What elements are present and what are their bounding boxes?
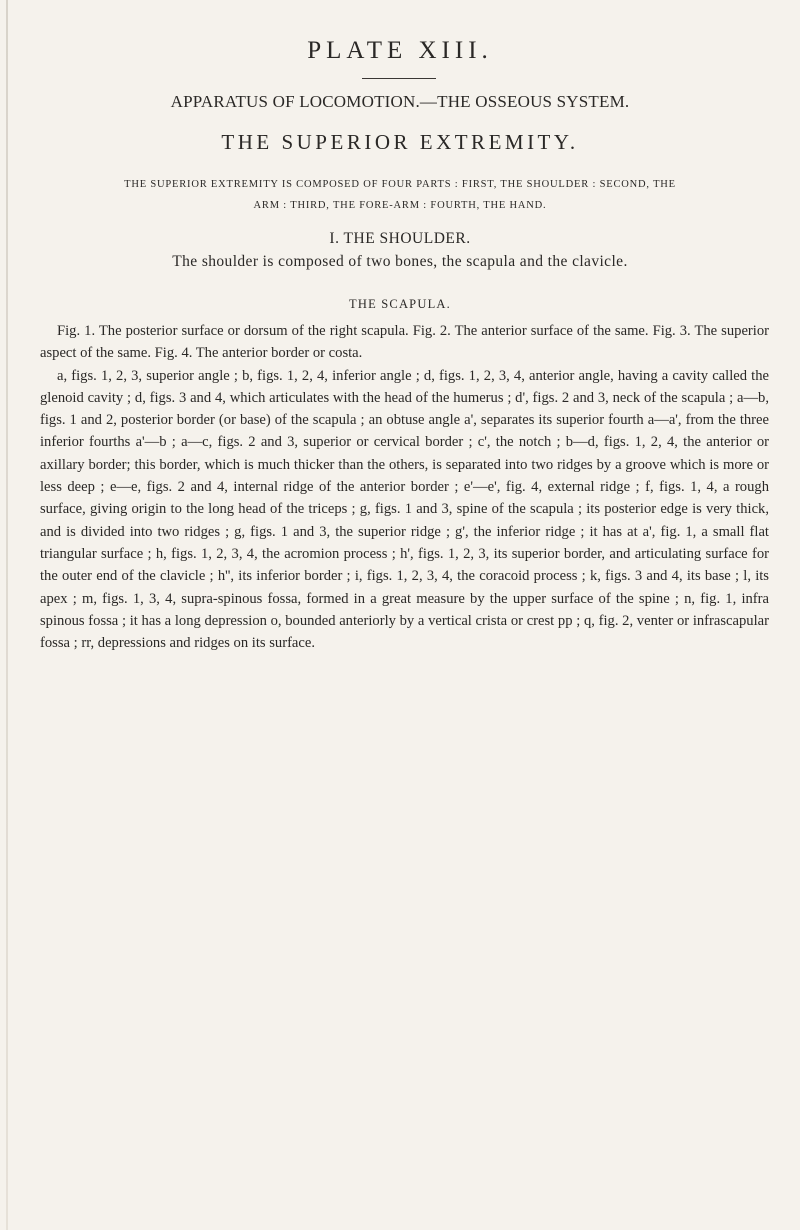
shoulder-heading: I. THE SHOULDER. [329, 230, 471, 247]
figure-list-paragraph: Fig. 1. The posterior surface or dorsum of the right scapula. Fig. 2. The anterior surface of the same. Fig. 3. The superior aspect of the same. Fig. 4. The anterior border or costa. [40, 323, 769, 362]
plate-subtitle: APPARATUS OF LOCOMOTION.—THE OSSEOUS SYSTEM. [170, 92, 630, 111]
section-title: THE SUPERIOR EXTREMITY. [221, 130, 579, 154]
title-rule [362, 78, 436, 79]
plate-title: PLATE XIII. [307, 37, 493, 64]
parts-summary-line-1: THE SUPERIOR EXTREMITY IS COMPOSED OF FOUR PARTS : FIRST, THE SHOULDER : SECOND, THE [124, 179, 676, 190]
scapula-heading: THE SCAPULA. [349, 297, 451, 311]
description-paragraph: a, figs. 1, 2, 3, superior angle ; b, figs. 1, 2, 4, inferior angle ; d, figs. 1, 2, 3, 4, anterior angle, having a cavity called the glenoid cavity ; d, figs. 3 and 4, which articulates with the head of the humerus ; d', figs. 2 and 3, neck of the scapula ; a—b, figs. 1 and 2, posterior border (or base) of the scapula ; an obtuse angle a', separates its superior fourth a—a', from the three inferior fourths a'—b ; a—c, figs. 2 and 3, superior or cervical border ; c', the notch ; b—d, figs. 1, 2, 4, the anterior or axillary border; this border, which is much thicker than the others, is separated into two ridges by a groove which is more or less deep ; e—e, figs. 2 and 4, internal ridge of the anterior border ; e'—e', fig. 4, external ridge ; f, figs. 1, 4, a rough surface, giving origin to the long head of the triceps ; g, figs. 1 and 3, spine of the scapula ; its posterior edge is very thick, and is divided into two ridges ; g, figs. 1 and 3, the superior ridge ; g', the inferior ridge ; it has at a', fig. 1, a small flat triangular surface ; h, figs. 1, 2, 3, 4, the acromion process ; h', figs. 1, 2, 3, its superior border, and articulating surface for the outer end of the clavicle ; h'', its inferior border ; i, figs. 1, 2, 3, 4, the coracoid process ; k, figs. 3 and 4, its base ; l, its apex ; m, figs. 1, 3, 4, supra-spinous fossa, formed in a great measure by the upper surface of the spine ; n, fig. 1, infra spinous fossa ; it has a long depression o, bounded anteriorly by a vertical crista or crest pp ; q, fig. 2, venter or infrascapular fossa ; rr, depressions and ridges on its surface. [40, 367, 769, 652]
shoulder-intro: The shoulder is composed of two bones, the scapula and the clavicle. [172, 253, 628, 270]
parts-summary-line-2: ARM : THIRD, THE FORE-ARM : FOURTH, THE HAND. [253, 200, 547, 211]
